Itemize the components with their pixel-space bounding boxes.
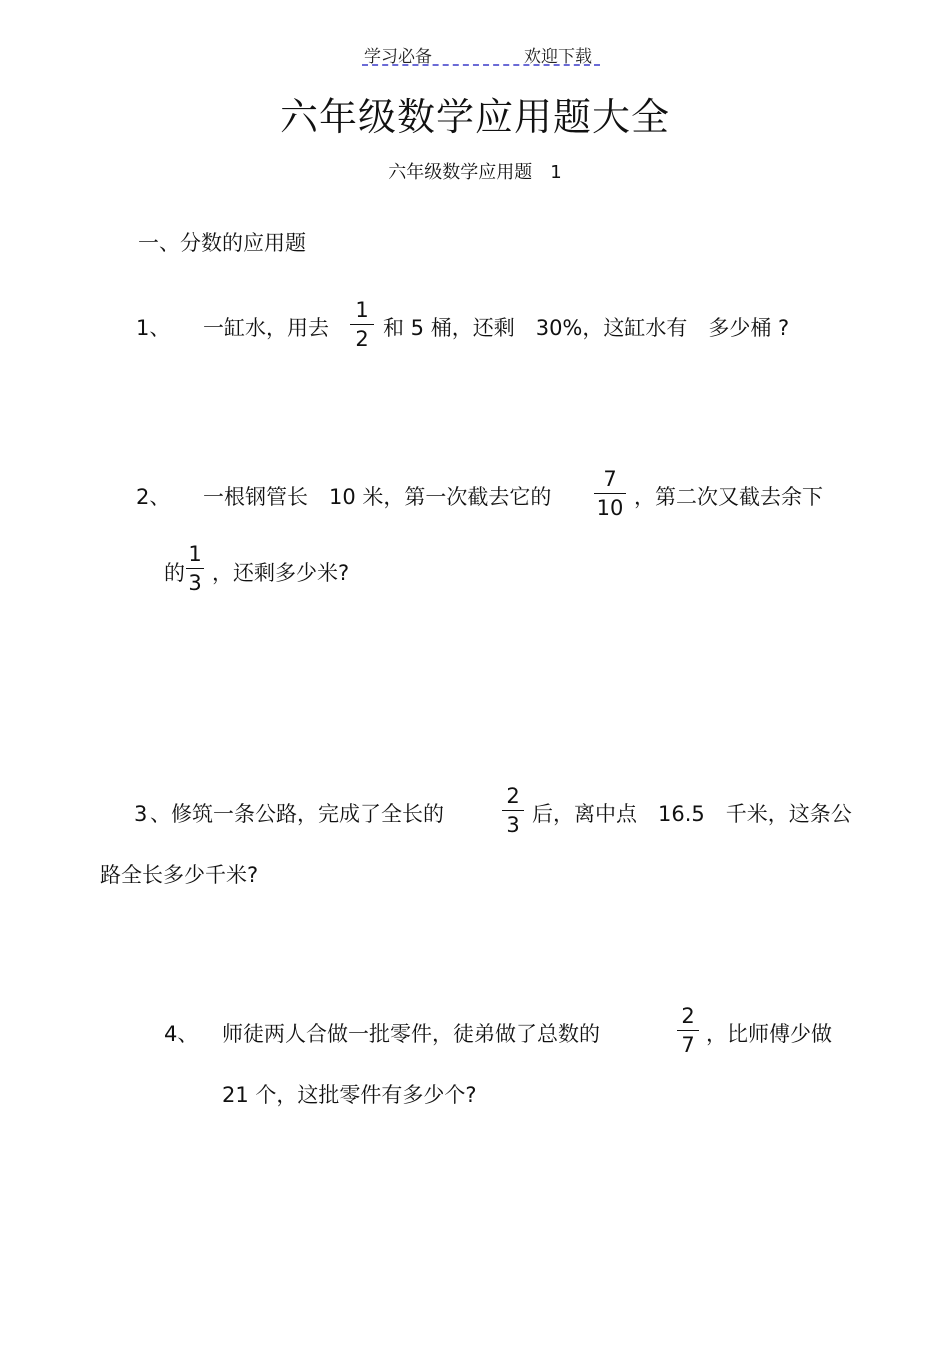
problem-2-text-after: ，第二次又截去余下 [634,485,823,509]
fraction-bar [502,810,524,811]
header-dashed-line [362,64,600,66]
fraction-denominator: 2 [355,327,369,351]
problem-3-text-before: 、修筑一条公路，完成了全长的 [150,802,444,826]
fraction-numerator: 1 [188,542,202,566]
problem-3-number: 3 [134,802,148,826]
problem-2-fraction-2 [186,542,204,595]
problem-2-text-before: 一根钢管长 10 米，第一次截去它的 [203,485,552,509]
problem-4-text-after: ，比师傅少做 [706,1022,832,1046]
problem-2-line2-after: ，还剩多少米? [212,561,350,585]
fraction-bar [594,493,626,494]
fraction-denominator: 3 [506,813,520,837]
header-left: 学习必备 [364,47,432,67]
page-subtitle: 六年级数学应用题 1 [388,162,562,183]
problem-2-fraction [594,467,626,520]
fraction-numerator: 2 [681,1004,695,1028]
problem-1-fraction [350,298,374,351]
fraction-bar [677,1030,699,1031]
fraction-bar [186,568,204,569]
section-heading: 一、分数的应用题 [138,231,306,255]
fraction-denominator: 3 [188,571,202,595]
page-title: 六年级数学应用题大全 [279,95,670,139]
problem-3-fraction [502,784,524,837]
header-right: 欢迎下载 [524,47,592,67]
problem-2-number: 2、 [136,485,171,509]
problem-2-line2-before: 的 [164,561,185,585]
fraction-denominator: 10 [596,496,624,520]
problem-3-line2: 路全长多少千米? [100,863,259,887]
fraction-numerator: 2 [506,784,520,808]
fraction-bar [350,324,374,325]
problem-1-text-after: 和 5 桶，还剩 30%，这缸水有 多少桶 ? [383,316,790,340]
fraction-denominator: 7 [681,1033,695,1057]
problem-1-number: 1、 [136,316,171,340]
problem-4-line2: 21 个，这批零件有多少个? [222,1083,477,1107]
problem-1-text-before: 一缸水，用去 [203,316,329,340]
problem-3-text-after: 后，离中点 16.5 千米，这条公 [532,802,852,826]
problem-4-number: 4、 [164,1022,199,1046]
fraction-numerator: 1 [355,298,369,322]
problem-4-fraction [677,1004,699,1057]
problem-4-text-before: 师徒两人合做一批零件，徒弟做了总数的 [222,1022,600,1046]
fraction-numerator: 7 [603,467,617,491]
